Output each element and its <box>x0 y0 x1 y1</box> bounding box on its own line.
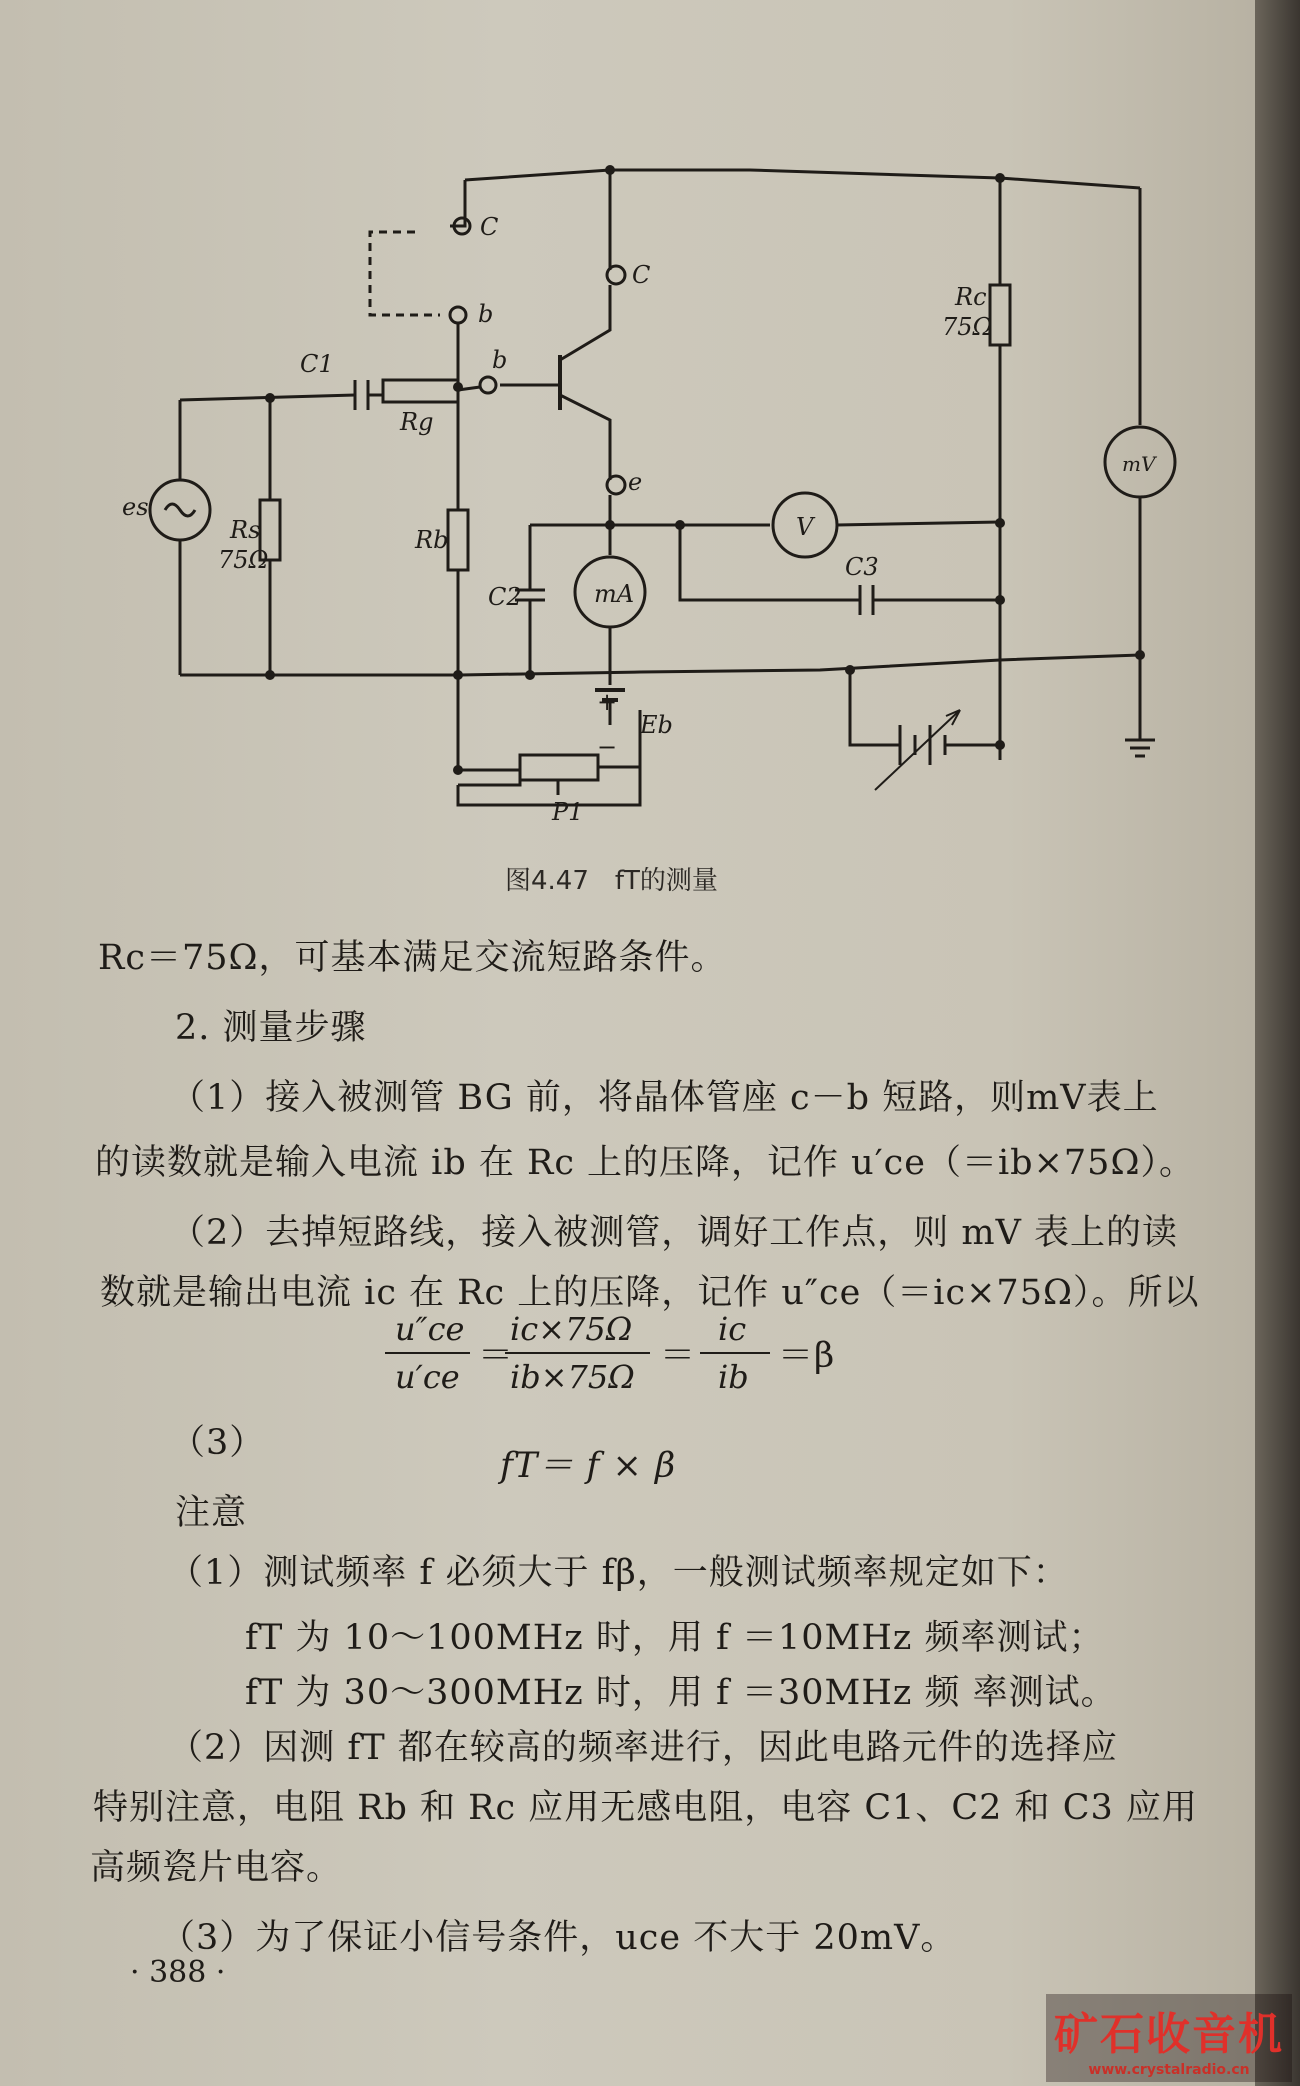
text-line-9: （1）测试频率 f 必须大于 fβ，一般测试频率规定如下： <box>168 1553 1069 1593</box>
text-line-12: （2）因测 fT 都在较高的频率进行，因此电路元件的选择应 <box>168 1728 1118 1768</box>
text-line-14: 高频瓷片电容。 <box>90 1848 343 1888</box>
short-link <box>370 232 440 315</box>
equation-2: fT＝ f × β <box>500 1446 677 1486</box>
eq1-den-a: u′ce <box>395 1358 460 1396</box>
label-es: es <box>122 493 149 521</box>
label-mV: mV <box>1122 452 1156 476</box>
text-line-5: （2）去掉短路线，接入被测管，调好工作点，则 mV 表上的读 <box>170 1213 1178 1253</box>
label-c-transistor: C <box>632 261 651 289</box>
eq1-bar-c <box>700 1352 770 1354</box>
label-V: V <box>796 513 814 541</box>
label-C2: C2 <box>488 583 522 611</box>
label-e-transistor: e <box>628 468 643 496</box>
label-Rc-value: 75Ω <box>942 313 993 341</box>
label-mA: mA <box>594 580 635 608</box>
text-line-3: （1）接入被测管 BG 前，将晶体管座 c－b 短路，则mV表上 <box>170 1078 1159 1118</box>
label-c-top: C <box>480 213 499 241</box>
text-line-4: 的读数就是输入电流 ib 在 Rc 上的压降，记作 u′ce（＝ib×75Ω）。 <box>95 1143 1195 1183</box>
eq1-beta: ＝β <box>778 1336 836 1376</box>
label-minus: − <box>597 733 618 761</box>
page-number: · 388 · <box>130 1955 226 1990</box>
label-Rs: Rs <box>230 516 261 544</box>
label-b-transistor: b <box>492 346 508 374</box>
text-line-11: fT 为 30～300MHz 时，用 f ＝30MHz 频 率测试。 <box>245 1673 1117 1713</box>
site-watermark <box>1046 1994 1292 2082</box>
label-Rg: Rg <box>400 408 434 436</box>
page-edge <box>1255 0 1300 2086</box>
text-line-7: （3） <box>170 1423 266 1463</box>
label-P1: P1 <box>552 798 584 826</box>
eq1-equals-1: ＝ <box>478 1336 515 1376</box>
label-Eb: Eb <box>640 711 673 739</box>
eq1-den-b: ib×75Ω <box>510 1358 635 1396</box>
label-C1: C1 <box>300 350 334 378</box>
text-line-2: 2. 测量步骤 <box>175 1008 367 1048</box>
top-rail <box>465 170 1140 188</box>
label-Rs-value: 75Ω <box>218 546 269 574</box>
eq1-equals-2: ＝ <box>660 1336 697 1376</box>
eq1-bar-a <box>385 1352 470 1354</box>
text-line-8: 注意 <box>175 1493 248 1533</box>
text-line-13: 特别注意，电阻 Rb 和 Rc 应用无感电阻，电容 C1、C2 和 C3 应用 <box>93 1788 1198 1828</box>
label-C3: C3 <box>845 553 879 581</box>
label-Rc: Rc <box>955 283 987 311</box>
eq1-num-a: u″ce <box>395 1310 465 1348</box>
label-plus: + <box>597 688 618 716</box>
text-line-6: 数就是输出电流 ic 在 Rc 上的压降，记作 u″ce（＝ic×75Ω）。所以 <box>100 1273 1200 1313</box>
watermark-main: 矿石收音机 <box>1054 2009 1284 2060</box>
eq1-den-c: ib <box>718 1358 749 1396</box>
text-line-15: （3）为了保证小信号条件，uce 不大于 20mV。 <box>160 1918 957 1958</box>
eq1-bar-b <box>505 1352 650 1354</box>
text-line-10: fT 为 10～100MHz 时，用 f ＝10MHz 频率测试； <box>245 1618 1105 1658</box>
eq1-num-c: ic <box>718 1310 747 1348</box>
watermark-sub: www.crystalradio.cn <box>1088 2062 1250 2078</box>
label-b-top: b <box>478 300 494 328</box>
figure-caption: 图4.47 fT的测量 <box>505 866 718 896</box>
label-Rb: Rb <box>415 526 449 554</box>
eq1-num-b: ic×75Ω <box>510 1310 633 1348</box>
text-line-1: Rc＝75Ω，可基本满足交流短路条件。 <box>98 938 727 978</box>
circuit-diagram <box>122 150 1160 850</box>
